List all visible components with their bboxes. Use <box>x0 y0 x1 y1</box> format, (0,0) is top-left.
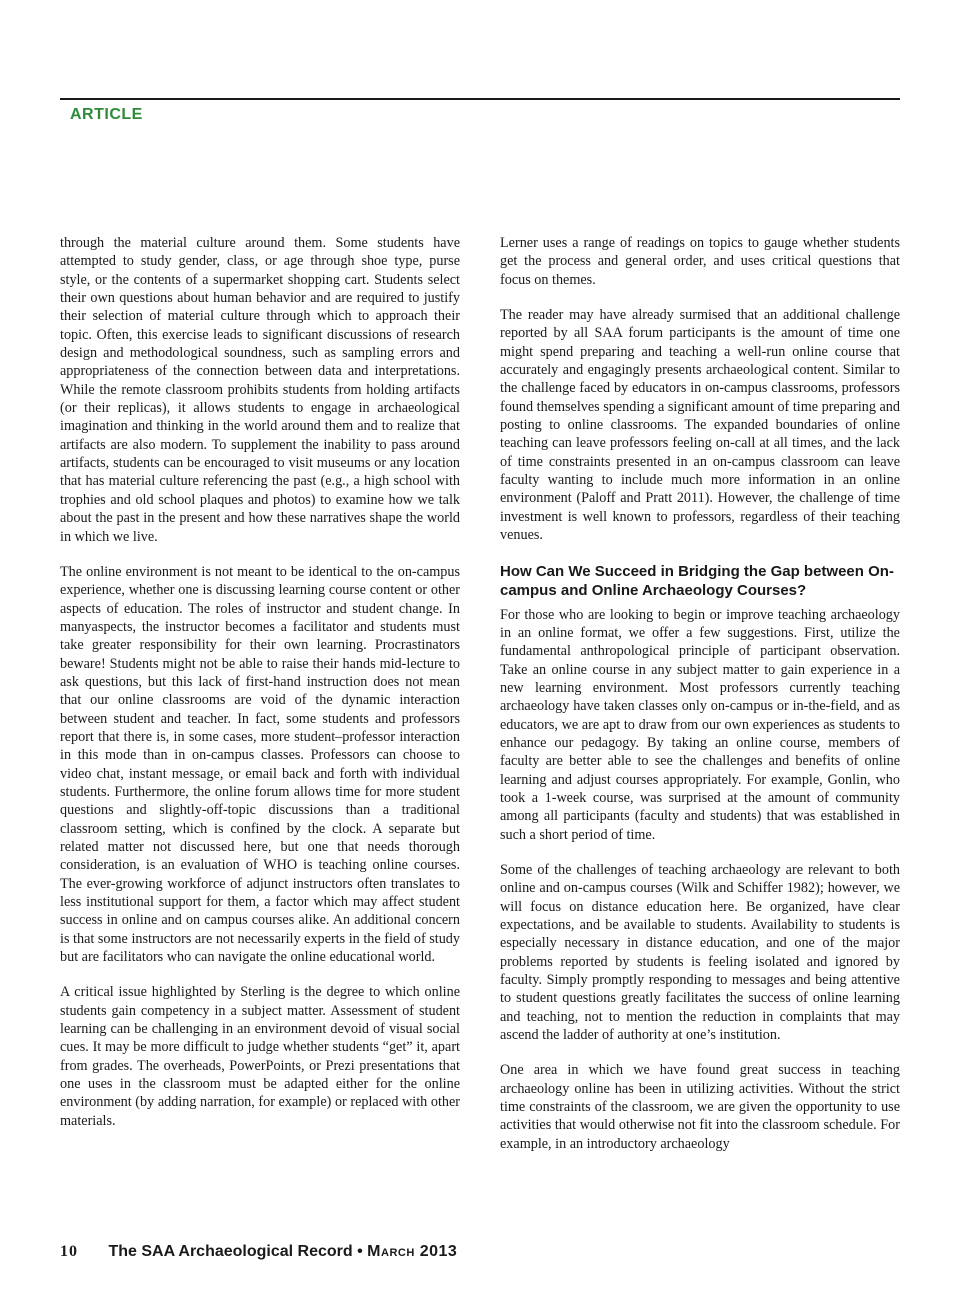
page-number: 10 <box>60 1243 78 1260</box>
issue-date: March 2013 <box>367 1243 458 1260</box>
right-column <box>500 234 900 1170</box>
header-rule <box>60 98 900 100</box>
body-paragraph: The reader may have already surmised that an additional challenge reported by all SAA forum participants is the amount of time one might spend preparing and teaching a well-run online course that accurately and engagingly presents archaeological content. Similar to the challenge faced by educators in on-campus classrooms, professors found themselves spending a significant amount of time preparing and posting to online classrooms. The expanded boundaries of online teaching can leave professors feeling on-call at all times, and the lack of time constraints presented in an on-campus classroom can leave faculty wanting to include much more information in an online environment (Paloff and Pratt 2011). However, the challenge of time investment is well known to professors, regardless of their teaching venues. <box>500 307 900 544</box>
body-paragraph: Lerner uses a range of readings on topics to gauge whether students get the process and general order, and uses critical questions that focus on themes. <box>500 235 900 288</box>
body-paragraph: One area in which we have found great success in teaching archaeology online has been in utilizing activities. Without the strict time constraints of the classroom, we are given the opportunity to use activities that would otherwise not fit into the classroom schedule. For example, in an introductory archaeology <box>500 1062 900 1152</box>
body-paragraph: Some of the challenges of teaching archaeology are relevant to both online and on-campus courses (Wilk and Schiffer 1982); however, we will focus on distance education here. Be organized, have clear expectations, and be available to students. Availability to students is especially necessary in distance education, and one of the major problems reported by students is feeling isolated and ignored by faculty. Simply promptly responding to messages and being attentive to student questions greatly facilitates the success of online learning and teaching, not to mention the reduction in complaints that may ascend the ladder of authority at one’s institution. <box>500 861 900 1044</box>
body-paragraph: The online environment is not meant to be identical to the on-campus experience, whether one is discussing learning course content or other aspects of education. The roles of instructor and student change. In manyaspects, the instructor becomes a facilitator and students must take greater responsibility for their own learning. Procrastinators beware! Students might not be able to raise their hands mid-lecture to ask questions, but this lack of first-hand instruction does not mean that our online classrooms are void of the dynamic interaction between student and teacher. In fact, some students and professors report that there is, in some cases, more student–professor interaction in this mode than in on-campus classes. Professors can choose to video chat, instant message, or email back and forth with individual students. Furthermore, the online forum allows time for more student questions and slightly-off-topic discussions than a traditional classroom setting, which is confined by the clock. A separate but related matter not discussed here, but one that needs thorough consideration, is an evaluation of WHO is teaching online courses. The ever-growing workforce of adjunct instructors often translates to less institutional support for them, a factor which may affect student success in online and on campus courses alike. An additional concern is that some instructors are not necessarily experts in the field of study but are facilitators who can navigate the online educational world. <box>60 563 460 966</box>
section-label: ARTICLE <box>70 106 143 123</box>
footer-separator: • <box>357 1243 363 1260</box>
left-column <box>60 234 460 1147</box>
page-footer <box>60 1243 457 1261</box>
body-paragraph: through the material culture around them. Some students have attempted to study gender, class, or age through shoe type, purse style, or the contents of a supermarket shopping cart. Students select their own questions about human behavior and are required to justify their selection of material culture through which to approach their topic. Often, this exercise leads to significant discussions of research design and methodological soundness, such as sampling errors and appropriateness of the connection between data and interpretations. While the remote classroom prohibits students from holding artifacts (or their replicas), it allows students to engage in archaeological imagination and thinking in the world around them and to realize that artifacts are also modern. To supplement the inability to pass around artifacts, students can be encouraged to visit museums or any location that has material culture referencing the past (e.g., a high school with trophies and old school plaques and photos) to examine how we talk about the past in the present and how these narratives shape the world in which we live. <box>60 235 460 545</box>
body-paragraph: A critical issue highlighted by Sterling is the degree to which online students gain competency in a subject matter. Assessment of student learning can be challenging in an environment devoid of visual social cues. It may be more difficult to judge whether students “get” it, apart from grades. The overheads, PowerPoints, or Prezi presentations that one uses in the classroom must be adapted either for the online environment (by adding narration, for example) or replaced with other materials. <box>60 984 460 1129</box>
publication-title: The SAA Archaeological Record <box>108 1243 353 1260</box>
section-heading: How Can We Succeed in Bridging the Gap between On-campus and Online Archaeology Courses? <box>500 562 894 599</box>
body-paragraph: For those who are looking to begin or improve teaching archaeology in an online format, we offer a few suggestions. First, utilize the fundamental anthropological principle of participant observation. Take an online course in any subject matter to gain experience in a new learning environment. Most professors currently teaching archaeology have taken classes only on-campus or in-the-field, and as educators, we are apt to draw from our own experiences as students to enhance our pedagogy. By taking an online course, members of faculty are better able to see the challenges and benefits of online learning and adjust courses appropriately. For example, Gonlin, who took a 1-week course, was surprised at the amount of community among all participants (faculty and students) that was established in such a short period of time. <box>500 606 900 843</box>
